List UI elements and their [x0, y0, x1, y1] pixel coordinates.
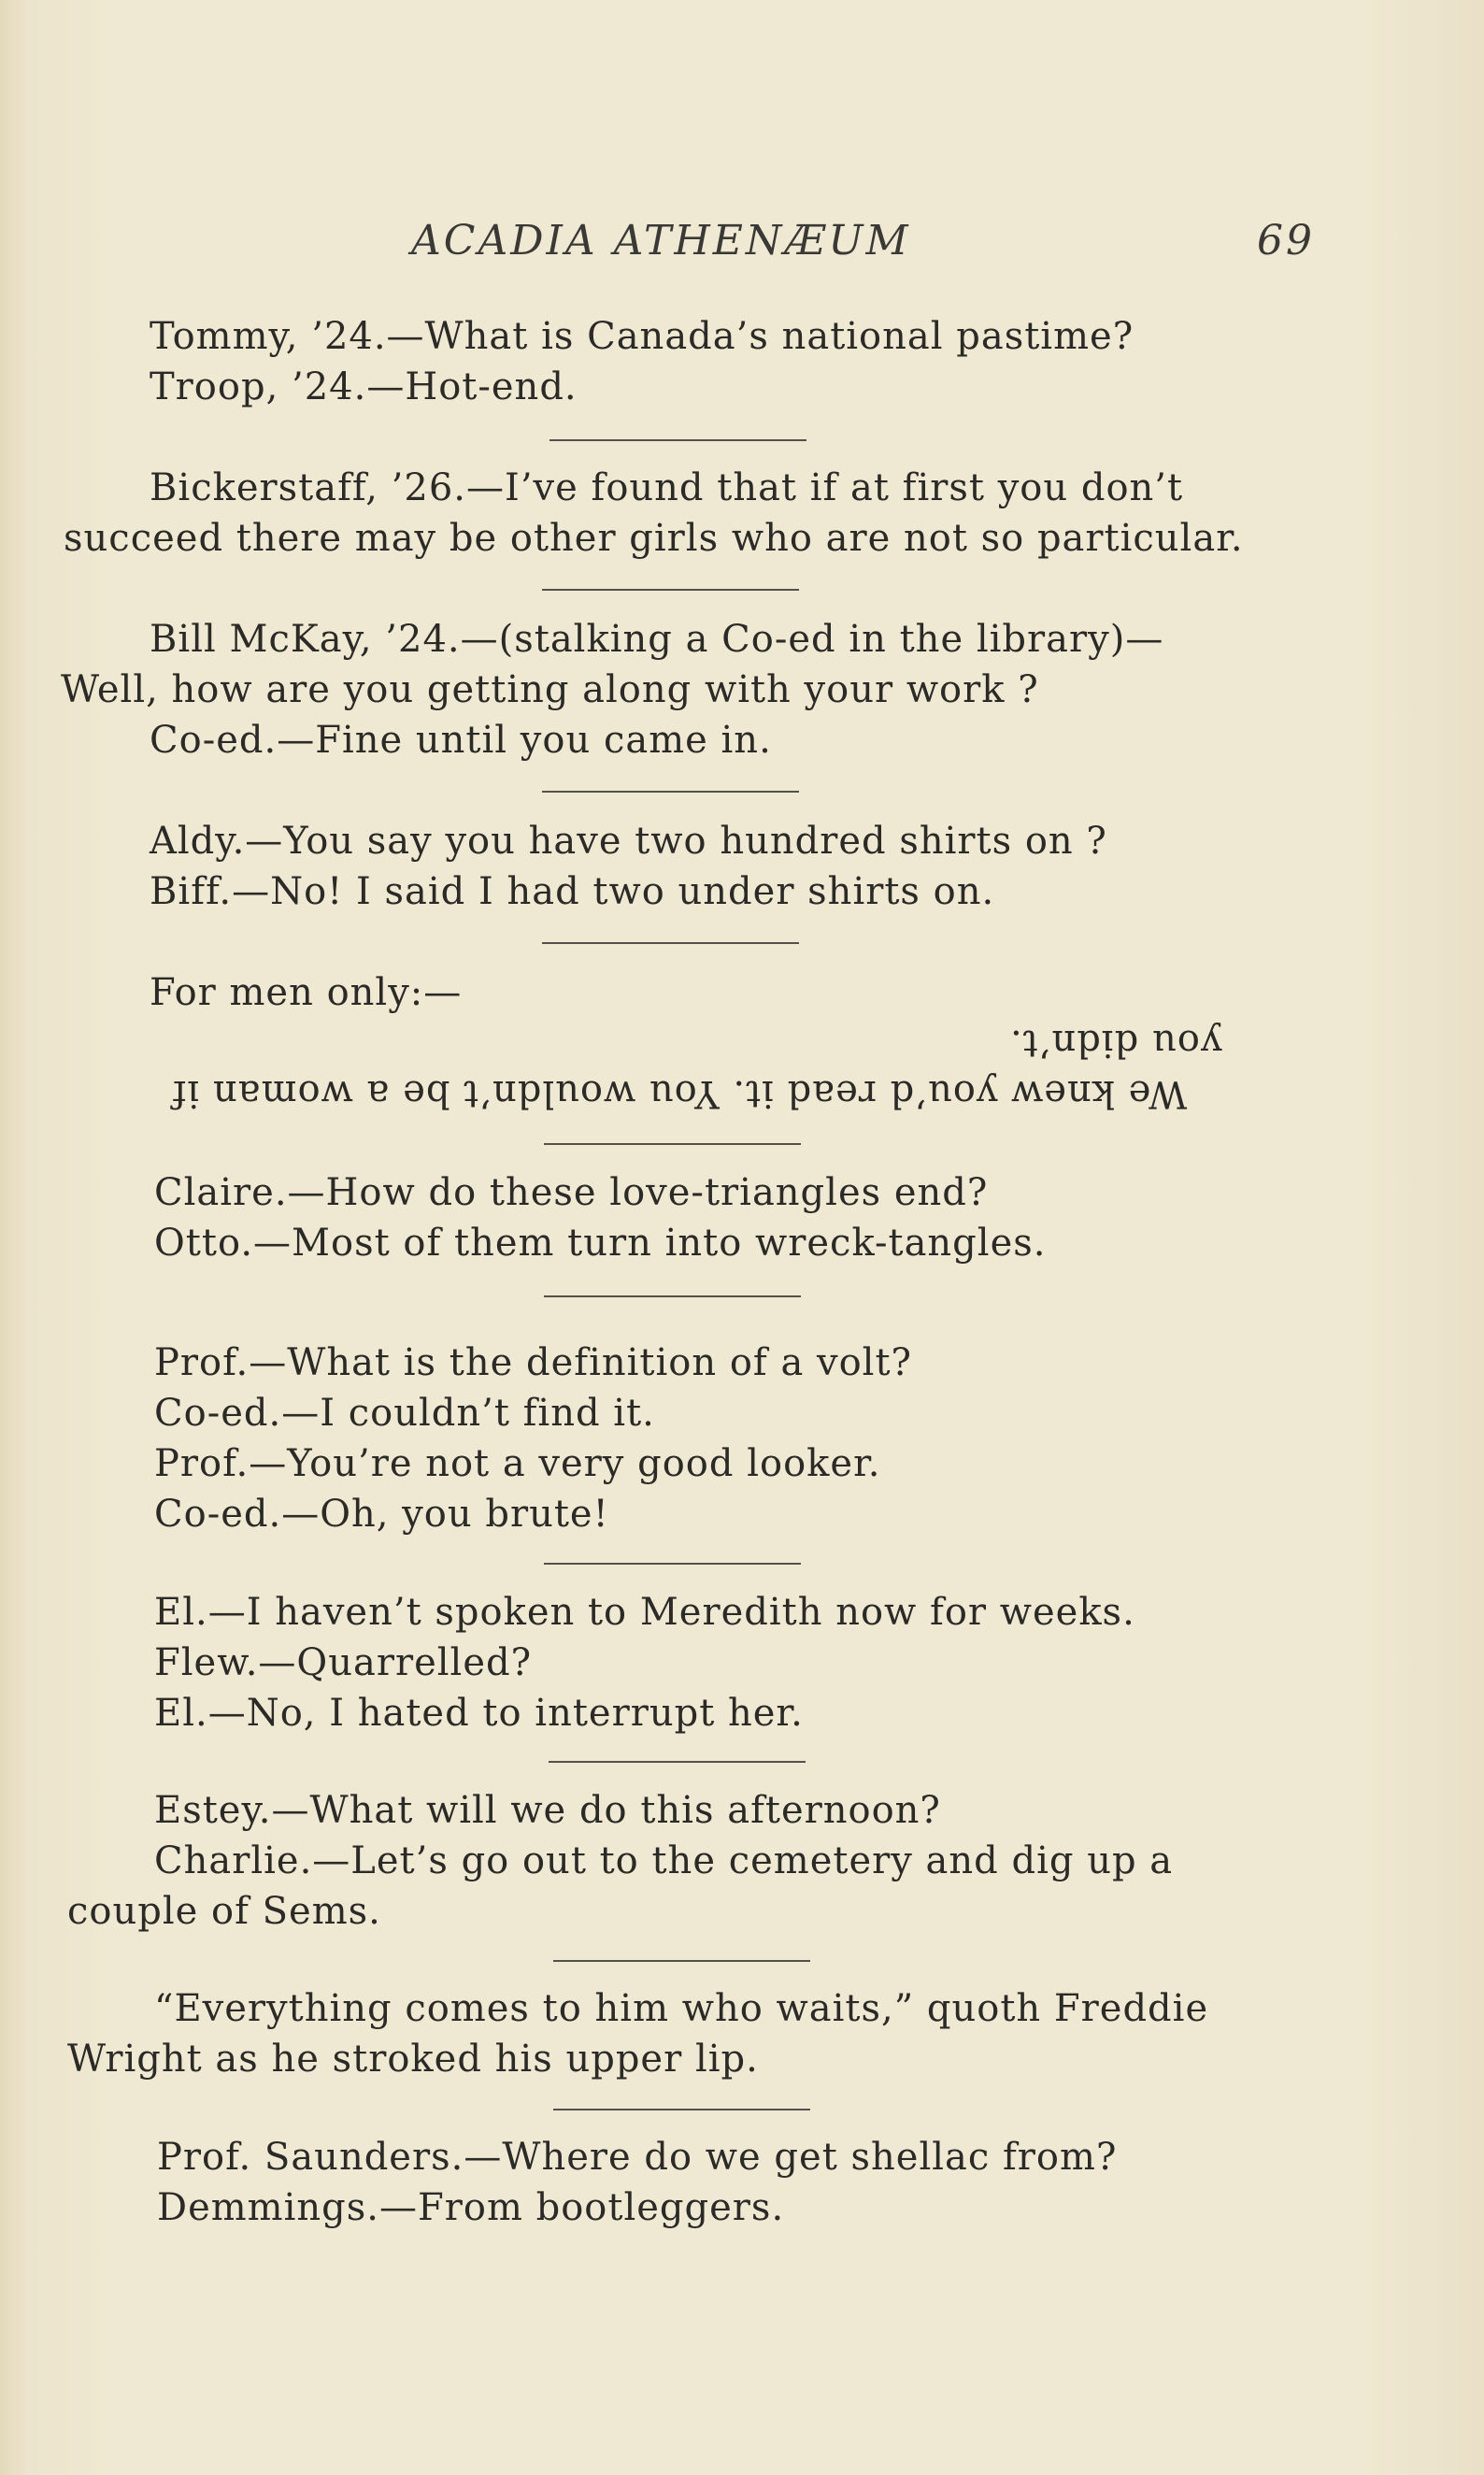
text-line: couple of Sems. [67, 1890, 381, 1933]
text-line: Co-ed.—Fine until you came in. [150, 719, 772, 762]
divider [544, 1563, 801, 1565]
divider [544, 1295, 801, 1297]
text-line: “Everything comes to him who waits,” quoth Freddie [154, 1987, 1209, 2030]
running-header [0, 217, 1484, 273]
text-line: Bill McKay, ’24.—(stalking a Co-ed in the library)— [150, 618, 1164, 661]
text-line: Demmings.—From bootleggers. [157, 2186, 785, 2229]
upside-down-line: We knew you’d read it. You wouldn’t be a woman if [171, 1072, 1188, 1115]
text-line: Bickerstaff, ’26.—I’ve found that if at first you don’t [150, 466, 1184, 509]
divider [544, 1143, 801, 1145]
text-line: Prof.—You’re not a very good looker. [154, 1442, 881, 1485]
text-line: Estey.—What will we do this afternoon? [154, 1789, 941, 1832]
divider [549, 1761, 806, 1763]
journal-title: ACADIA ATHENÆUM [411, 217, 911, 265]
text-line: Biff.—No! I said I had two under shirts on. [150, 870, 995, 913]
text-line: Co-ed.—I couldn’t find it. [154, 1392, 655, 1435]
page-number: 69 [1257, 217, 1315, 265]
text-line: Prof.—What is the definition of a volt? [154, 1341, 912, 1384]
text-line: Troop, ’24.—Hot-end. [150, 365, 578, 408]
upside-down-line: you didn’t. [1009, 1022, 1222, 1065]
divider [542, 791, 799, 793]
text-line: El.—No, I hated to interrupt her. [154, 1692, 804, 1735]
divider [549, 439, 806, 441]
text-line: Flew.—Quarrelled? [154, 1641, 533, 1684]
text-line: Prof. Saunders.—Where do we get shellac from? [157, 2136, 1118, 2179]
text-line: Charlie.—Let’s go out to the cemetery and dig up a [154, 1839, 1174, 1882]
text-line: Aldy.—You say you have two hundred shirts on ? [150, 820, 1107, 863]
text-line: Co-ed.—Oh, you brute! [154, 1493, 609, 1536]
text-line: For men only:— [150, 971, 463, 1014]
text-line: Well, how are you getting along with your work ? [61, 668, 1039, 711]
divider [542, 589, 799, 591]
text-line: Tommy, ’24.—What is Canada’s national pastime? [150, 315, 1134, 358]
text-line: El.—I haven’t spoken to Meredith now for weeks. [154, 1591, 1135, 1634]
text-line: Otto.—Most of them turn into wreck-tangles. [154, 1222, 1047, 1265]
divider [553, 1960, 810, 1962]
divider [542, 942, 799, 944]
text-line: Wright as he stroked his upper lip. [67, 2038, 759, 2081]
divider [553, 2109, 810, 2110]
text-line: Claire.—How do these love-triangles end? [154, 1171, 989, 1214]
text-line: succeed there may be other girls who are not so particular. [64, 517, 1244, 560]
